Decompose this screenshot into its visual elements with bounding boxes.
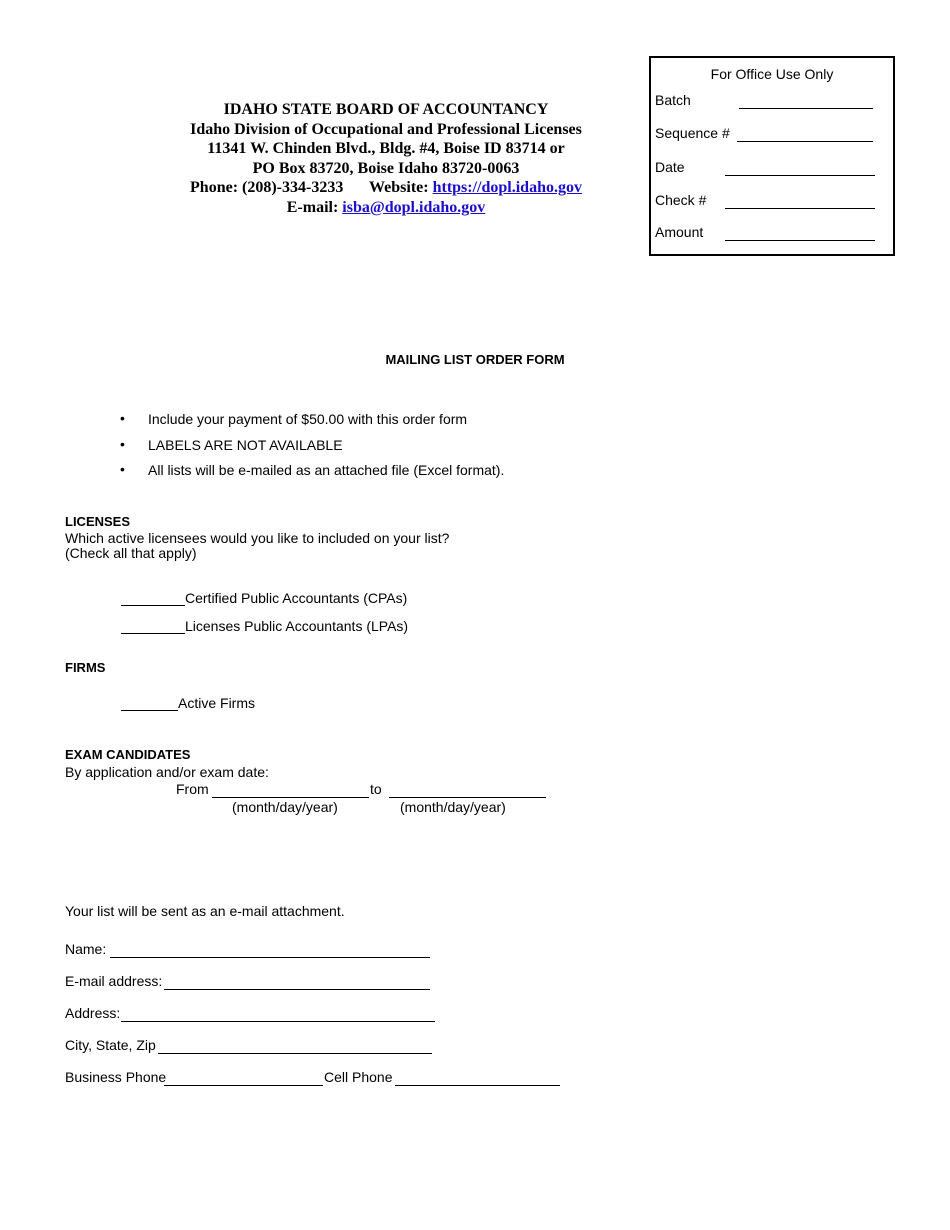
firms-heading: FIRMS — [65, 660, 106, 675]
from-date-hint: (month/day/year) — [232, 799, 338, 815]
address-field[interactable] — [121, 1021, 435, 1022]
office-date-label: Date — [655, 159, 685, 175]
email-label: E-mail: — [286, 198, 339, 216]
city-state-zip-field[interactable] — [158, 1053, 432, 1054]
po-box-address: PO Box 83720, Boise Idaho 83720-0063 — [252, 159, 520, 177]
website-link[interactable]: https://dopl.idaho.gov — [432, 179, 582, 197]
office-use-title: For Office Use Only — [710, 66, 834, 82]
cell-phone-field[interactable] — [395, 1085, 560, 1086]
bullet-labels: LABELS ARE NOT AVAILABLE — [148, 437, 343, 453]
to-date-hint: (month/day/year) — [400, 799, 506, 815]
email-address-field[interactable] — [164, 989, 430, 990]
business-phone-label: Business Phone — [65, 1069, 167, 1085]
email-line — [160, 198, 612, 218]
firms-checkbox-line[interactable] — [121, 710, 178, 711]
bullet-dot: • — [120, 410, 125, 426]
name-field[interactable] — [110, 957, 430, 958]
exam-from-label: From — [176, 781, 209, 797]
exam-to-label: to — [370, 781, 382, 797]
firms-option-label: Active Firms — [178, 695, 255, 711]
office-amount-label: Amount — [655, 224, 704, 240]
exam-heading: EXAM CANDIDATES — [65, 747, 191, 762]
office-check-field[interactable] — [725, 208, 875, 209]
name-label: Name: — [65, 941, 107, 957]
address-label: Address: — [65, 1005, 121, 1021]
licenses-heading: LICENSES — [65, 514, 131, 529]
exam-to-field[interactable] — [389, 797, 546, 798]
office-use-box — [649, 56, 895, 256]
lpa-option-label: Licenses Public Accountants (LPAs) — [185, 618, 409, 634]
agency-header — [160, 100, 612, 218]
office-sequence-label: Sequence # — [655, 125, 730, 141]
cpa-option-label: Certified Public Accountants (CPAs) — [185, 590, 408, 606]
phone-label: Phone: — [190, 179, 239, 197]
division-name: Idaho Division of Occupational and Professional Licenses — [190, 120, 582, 138]
business-phone-field[interactable] — [164, 1085, 323, 1086]
lpa-checkbox-line[interactable] — [121, 633, 185, 634]
street-address: 11341 W. Chinden Blvd., Bldg. #4, Boise ID 83714 or — [207, 140, 565, 158]
contact-intro: Your list will be sent as an e-mail attachment. — [65, 903, 345, 919]
office-date-field[interactable] — [725, 175, 875, 176]
org-name: IDAHO STATE BOARD OF ACCOUNTANCY — [223, 101, 549, 118]
cpa-checkbox-line[interactable] — [121, 605, 185, 606]
cell-phone-label: Cell Phone — [324, 1069, 393, 1085]
city-state-zip-label: City, State, Zip — [65, 1037, 156, 1053]
office-check-label: Check # — [655, 192, 707, 208]
form-title: MAILING LIST ORDER FORM — [385, 352, 565, 367]
office-batch-field[interactable] — [739, 108, 873, 109]
exam-subtext: By application and/or exam date: — [65, 764, 269, 780]
office-amount-field[interactable] — [725, 240, 875, 241]
office-batch-label: Batch — [655, 92, 691, 108]
bullet-payment: Include your payment of $50.00 with this order form — [148, 411, 468, 427]
office-sequence-field[interactable] — [737, 141, 873, 142]
website-label: Website: — [369, 179, 429, 197]
bullet-dot: • — [120, 461, 125, 477]
bullet-excel: All lists will be e-mailed as an attached file (Excel format). — [148, 462, 505, 478]
licenses-question: Which active licensees would you like to included on your list? — [65, 530, 450, 546]
phone-website-line — [160, 178, 612, 198]
phone-number: (208)-334-3233 — [242, 179, 344, 197]
bullet-dot: • — [120, 436, 125, 452]
exam-from-field[interactable] — [212, 797, 369, 798]
licenses-note: (Check all that apply) — [65, 545, 197, 561]
email-link[interactable]: isba@dopl.idaho.gov — [342, 198, 486, 216]
email-address-label: E-mail address: — [65, 973, 163, 989]
